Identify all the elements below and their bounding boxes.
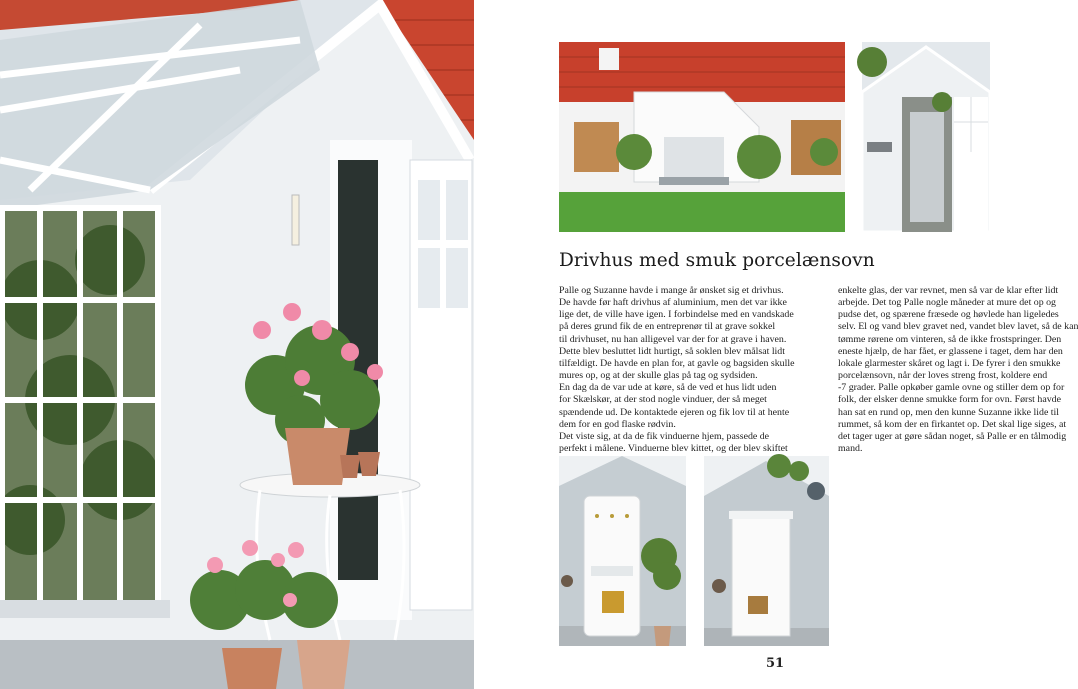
article-column-right [838,285,1078,455]
text-line: Det viste sig, at da de fik vinduerne hjem, passede de [559,430,770,442]
text-line: -7 grader. Palle opkøber gamle ovne og stiller dem op for [838,382,1065,394]
text-line: porcelænsovn, når der loves streng frost, koldere end [838,370,1048,382]
text-line: tilfældigt. De havde en plan for, at gavle og bagsiden skulle [559,357,795,369]
text-line: rummet, så kom der en firkantet op. Det skal lige siges, at [838,418,1067,430]
text-line: eneste hjælp, de har fået, er glassene i taget, dem har den [838,345,1063,357]
porcelain-stove-square-photo [704,456,829,646]
text-line: spændende ud. De kontaktede ejeren og fik lov til at hente [559,406,790,418]
text-line: En dag da de var ude at køre, så de ved et hus lidt uden [559,382,777,394]
text-line: han sat en rund op, men den kunne Suzanne ikke lide til [838,406,1060,418]
text-line: mand. [838,443,863,455]
greenhouse-door-photo [862,42,990,232]
text-line: til drivhuset, nu han alligevel var der for at grave i haven. [559,333,787,345]
article-title: Drivhus med smuk porcelænsovn [559,250,875,271]
house-garden-photo [559,42,845,232]
text-line: for Skælskør, at der stod nogle vinduer, der så meget [559,394,767,406]
text-line: lokale glarmester skåret og lagt i. De fyrer i den smukke [838,357,1061,369]
text-line: på deres grund fik de en entreprenør til at grave sokkel [559,321,776,333]
greenhouse-photo [0,0,474,689]
text-line: perfekt i målene. Vinduerne blev kittet, og der blev skiftet [559,443,788,455]
text-line: De havde før haft drivhus af aluminium, men det var ikke [559,297,787,309]
text-line: lige det, de ville have igen. I forbindelse med en vandskade [559,309,794,321]
porcelain-stove-round-photo [559,456,686,646]
article-column-left [559,285,825,455]
text-line: pudse det, og spærene fræsede og høvlede han ligeledes [838,309,1059,321]
text-line: arbejde. Det tog Palle nogle måneder at mure det op og [838,297,1056,309]
text-line: tømme rørene om vinteren, så de ikke frostspringer. Den [838,333,1062,345]
page-number: 51 [765,656,785,671]
text-line: mures op, og at der skulle glas på tag og sydsiden. [559,370,758,382]
text-line: det tager uger at gøre sådan noget, så Palle er en tålmodig [838,430,1067,442]
text-line: folk, der elsker denne smukke form for ovn. Først havde [838,394,1061,406]
text-line: enkelte glas, der var revnet, men så var de klar efter lidt [838,285,1059,296]
text-line: Palle og Suzanne havde i mange år ønsket sig et drivhus. [559,285,784,296]
text-line: selv. El og vand blev gravet ned, vandet blev lavet, så de kan [838,321,1078,333]
text-line: dem for en god flaske rødvin. [559,418,676,430]
text-line: Dette blev besluttet lidt hurtigt, så soklen blev målsat lidt [559,345,785,357]
